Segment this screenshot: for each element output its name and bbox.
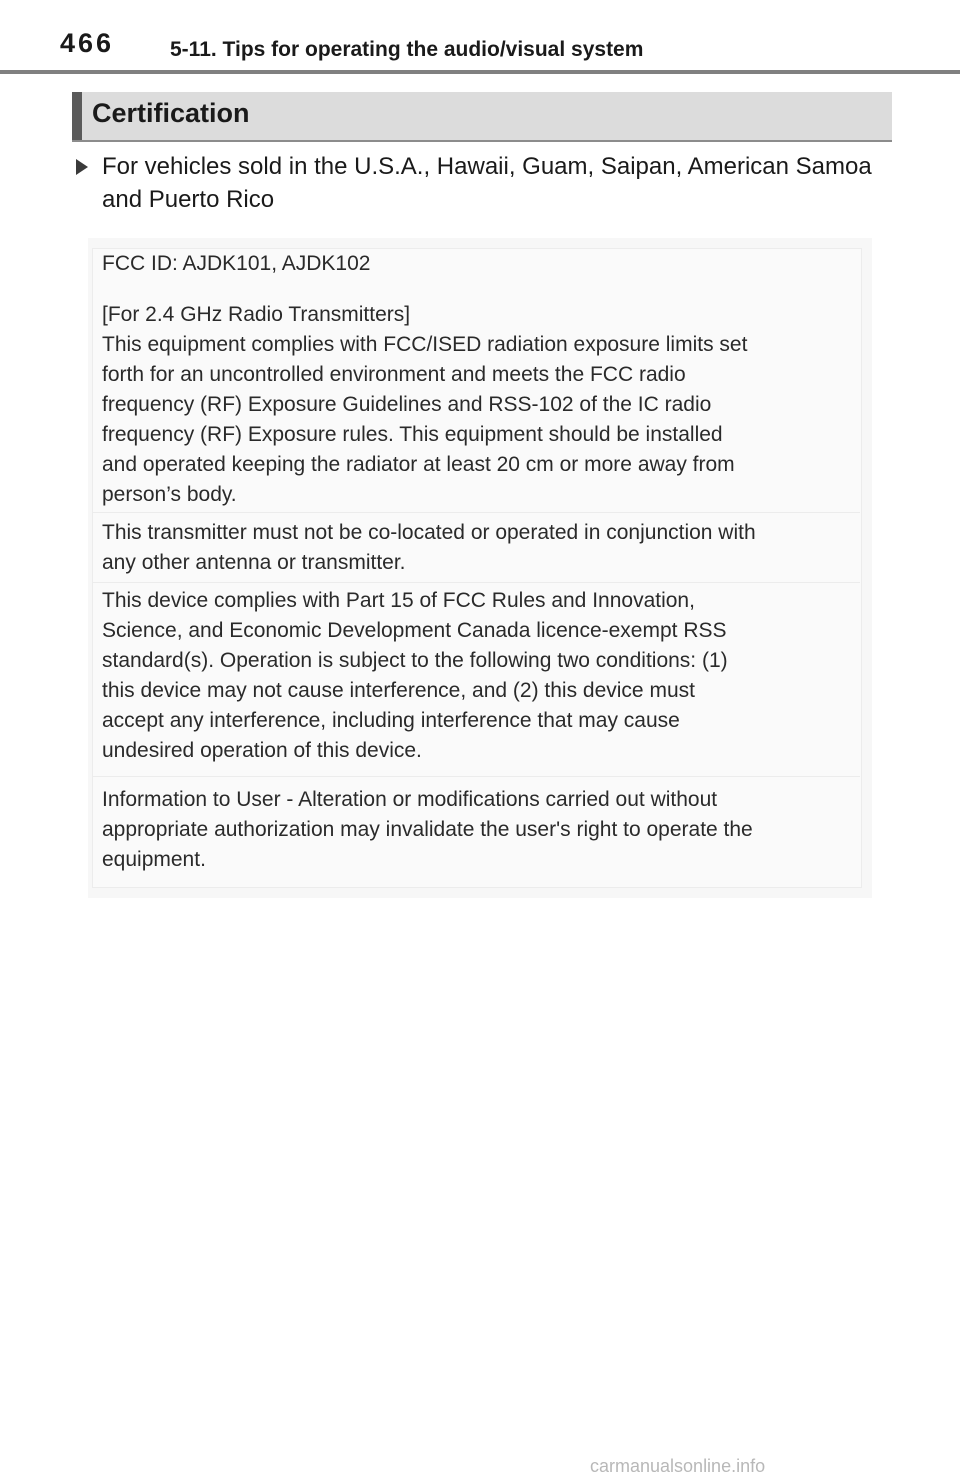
part15-paragraph: This device complies with Part 15 of FCC Rules and Innovation, Science, and Economic Development Canada licence-exempt RSS standard(s). Operation is subject to the following two conditions: (1) this device may not cause interference, and (2) this device must accept any interference, including interference that may cause undesired operation of this device.	[102, 589, 728, 762]
fcc-id-line: FCC ID: AJDK101, AJDK102	[102, 252, 371, 275]
watermark: carmanualsonline.info	[590, 1456, 766, 1476]
notice-divider	[92, 512, 860, 513]
user-information-paragraph: Information to User - Alteration or modifications carried out without appropriate authorization may invalidate the user's right to operate the equipment.	[102, 788, 753, 871]
certification-title: Certification	[92, 98, 250, 128]
triangle-right-icon	[76, 159, 88, 175]
certification-heading-bar	[72, 92, 892, 142]
notice-divider	[92, 582, 860, 583]
page-header	[0, 0, 960, 74]
bullet-text: For vehicles sold in the U.S.A., Hawaii, Guam, Saipan, American Samoa and Puerto Rico	[102, 153, 872, 213]
co-location-paragraph: This transmitter must not be co-located or operated in conjunction with any other antenna or transmitter.	[102, 521, 756, 574]
page-number: 466	[60, 28, 115, 58]
section-title: 5-11. Tips for operating the audio/visual system	[170, 38, 644, 61]
heading-accent	[72, 92, 82, 140]
radio-transmitter-paragraph: [For 2.4 GHz Radio Transmitters] This equipment complies with FCC/ISED radiation exposure limits set forth for an uncontrolled environment and meets the FCC radio frequency (RF) Exposure Guidelines and RSS-102 of the IC radio frequency (RF) Exposure rules. This equipment should be installed and operated keeping the radiator at least 20 cm or more away from person’s body.	[102, 303, 748, 506]
notice-divider	[92, 776, 860, 777]
header-rule	[0, 70, 960, 74]
